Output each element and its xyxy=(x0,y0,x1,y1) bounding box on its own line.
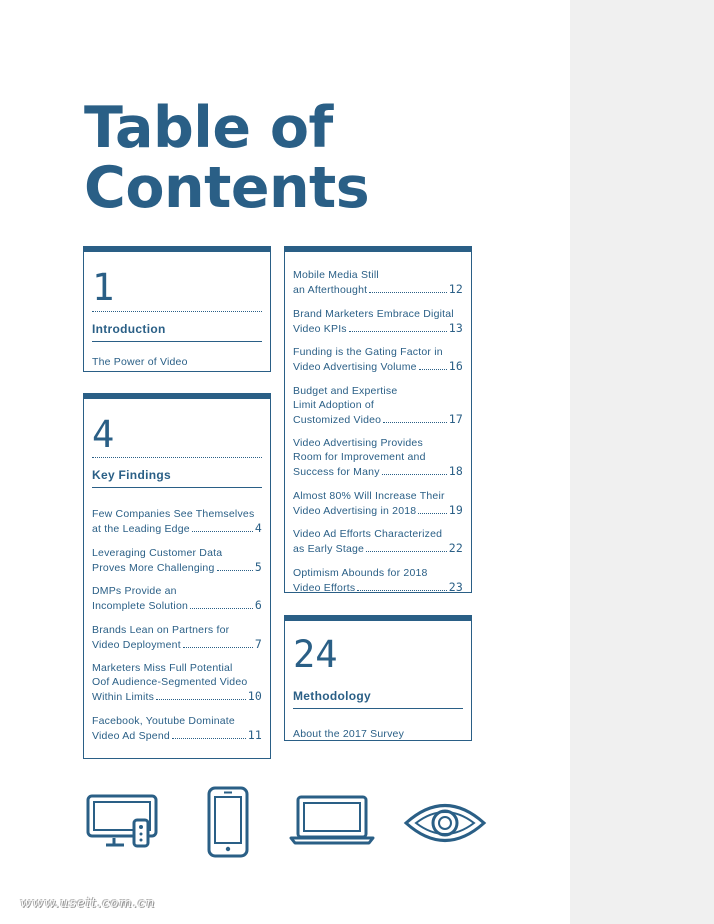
toc-entry[interactable]: Video Advertising Provides Room for Improvement and Success for Many 18 xyxy=(293,437,463,478)
side-panel xyxy=(570,0,714,924)
toc-entry[interactable]: Optimism Abounds for 2018 Video Efforts 23 xyxy=(293,567,463,594)
page-number: 17 xyxy=(448,412,463,426)
page-number: 16 xyxy=(448,359,463,373)
page-title: Table of Contents xyxy=(84,95,370,221)
toc-entry[interactable]: Video Ad Efforts Characterized as Early Stage 22 xyxy=(293,528,463,555)
dotted-divider xyxy=(92,311,262,312)
introduction-box xyxy=(83,246,271,372)
toc-entry[interactable]: Brand Marketers Embrace Digital Video KPIs 13 xyxy=(293,308,463,335)
tv-remote-icon xyxy=(84,792,160,850)
toc-entry[interactable]: Mobile Media Still an Afterthought 12 xyxy=(293,269,463,296)
methodology-box xyxy=(284,615,472,741)
toc-entry[interactable]: Funding is the Gating Factor in Video Advertising Volume 16 xyxy=(293,346,463,373)
eye-icon xyxy=(402,796,488,850)
dotted-divider xyxy=(92,457,262,458)
toc-entry[interactable]: Almost 80% Will Increase Their Video Advertising in 2018 19 xyxy=(293,490,463,517)
watermark: www.useit.com.cn xyxy=(20,896,156,911)
findings-continued-box xyxy=(284,246,472,593)
page-number: 19 xyxy=(448,503,463,517)
divider xyxy=(92,341,262,342)
section-heading: Methodology xyxy=(293,689,371,703)
page-number: 11 xyxy=(247,728,262,742)
toc-entry[interactable]: About the 2017 Survey xyxy=(293,728,405,740)
toc-entry[interactable]: Marketers Miss Full Potential Oof Audience-Segmented Video Within Limits 10 xyxy=(92,662,262,703)
toc-entry[interactable]: Facebook, Youtube Dominate Video Ad Spend 11 xyxy=(92,715,262,742)
page-number: 5 xyxy=(254,560,262,574)
page-number: 10 xyxy=(247,689,262,703)
toc-entry[interactable]: The Power of Video xyxy=(92,356,188,368)
laptop-icon xyxy=(288,794,376,846)
page-number: 12 xyxy=(448,282,463,296)
toc-entry[interactable]: Leveraging Customer Data Proves More Challenging 5 xyxy=(92,547,262,574)
page-number: 13 xyxy=(448,321,463,335)
page-number: 4 xyxy=(254,521,262,535)
key-findings-box xyxy=(83,393,271,759)
page-number: 7 xyxy=(254,637,262,651)
section-heading: Introduction xyxy=(92,322,166,336)
toc-entry[interactable]: Few Companies See Themselves at the Leading Edge 4 xyxy=(92,508,262,535)
divider xyxy=(92,487,262,488)
smartphone-icon xyxy=(206,785,250,859)
toc-entry[interactable]: Brands Lean on Partners for Video Deployment 7 xyxy=(92,624,262,651)
page-number: 22 xyxy=(448,541,463,555)
divider xyxy=(293,708,463,709)
toc-entry[interactable]: Budget and Expertise Limit Adoption of Customized Video 17 xyxy=(293,385,463,426)
section-number: 4 xyxy=(92,413,115,456)
section-heading: Key Findings xyxy=(92,468,171,482)
section-number: 1 xyxy=(92,266,115,309)
page-number: 23 xyxy=(448,580,463,594)
section-number: 24 xyxy=(293,633,338,676)
page-number: 18 xyxy=(448,464,463,478)
page-number: 6 xyxy=(254,598,262,612)
toc-entry[interactable]: DMPs Provide an Incomplete Solution 6 xyxy=(92,585,262,612)
